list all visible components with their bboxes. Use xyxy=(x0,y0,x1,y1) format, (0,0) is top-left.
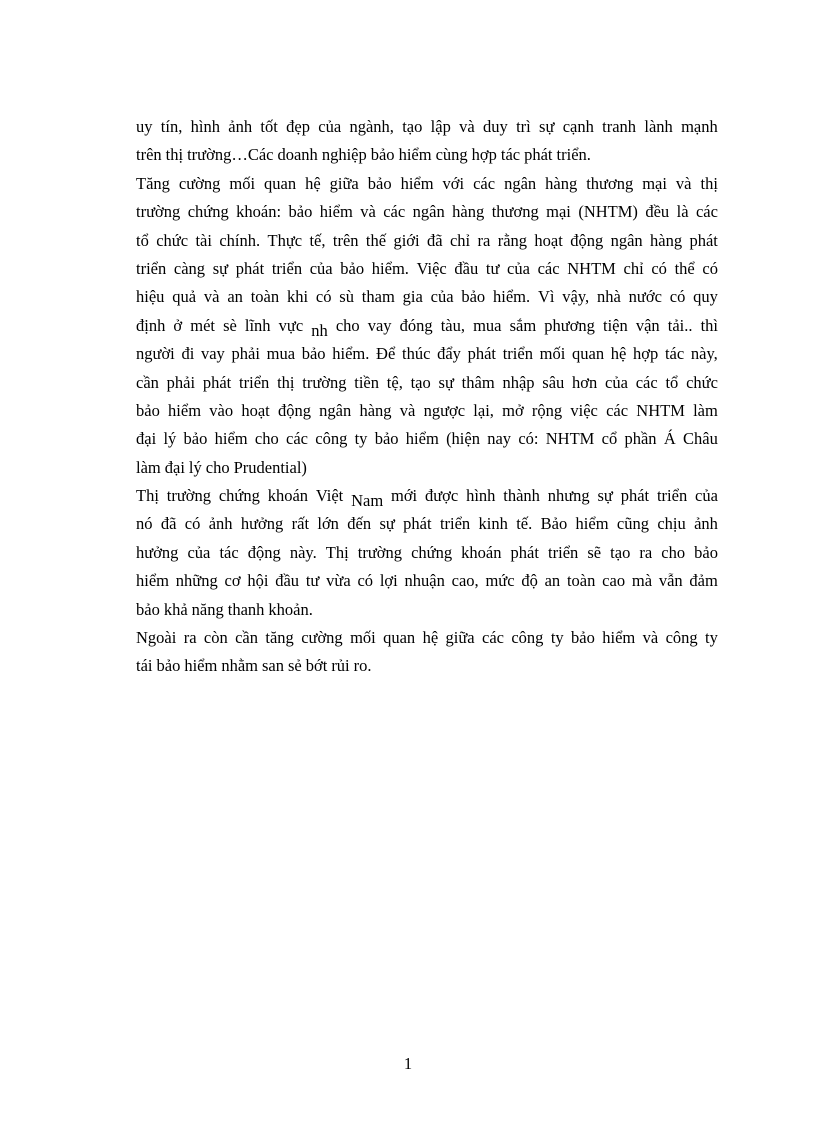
page-number: 1 xyxy=(403,1054,413,1073)
text-line: trên thị trường…Các doanh nghiệp bảo hiểm cùng hợp tác phát triển. xyxy=(136,145,591,165)
text-line: Thị trường chứng khoán Việt Nam mới được hình thành nhưng sự phát triển của xyxy=(136,486,718,511)
text-line: Ngoài ra còn cần tăng cường mối quan hệ giữa các công ty bảo hiểm và công ty xyxy=(136,628,718,648)
text-line: đại lý bảo hiểm cho các công ty bảo hiểm (hiện nay có: NHTM cổ phần Á Châu xyxy=(136,429,718,449)
text-line: uy tín, hình ảnh tốt đẹp của ngành, tạo lập và duy trì sự cạnh tranh lành mạnh xyxy=(136,117,718,136)
text-line: hưởng của tác động này. Thị trường chứng khoán phát triển sẽ tạo ra cho bảo xyxy=(136,542,718,562)
body-text xyxy=(136,113,718,681)
text-line: hiểm những cơ hội đầu tư vừa có lợi nhuận cao, mức độ an toàn cao mà vẫn đảm xyxy=(136,571,718,591)
text-line: Tăng cường mối quan hệ giữa bảo hiểm với các ngân hàng thương mại và thị xyxy=(136,173,718,193)
text-line: trường chứng khoán: bảo hiểm và các ngân hàng thương mại (NHTM) đều là các xyxy=(136,202,718,222)
text-line: nó đã có ảnh hưởng rất lớn đến sự phát triển kinh tế. Bảo hiểm cũng chịu ảnh xyxy=(136,514,718,534)
text-line: triển càng sự phát triển của bảo hiểm. Việc đầu tư của các NHTM chỉ có thể có xyxy=(136,258,718,278)
text-line: bảo khả năng thanh khoản. xyxy=(136,599,313,619)
text-line: bảo hiểm vào hoạt động ngân hàng và ngược lại, mở rộng việc các NHTM làm xyxy=(136,400,718,420)
text-line: cần phải phát triển thị trường tiền tệ, tạo sự thâm nhập sâu hơn của các tổ chức xyxy=(136,372,718,392)
text-line: hiệu quả và an toàn khi có sù tham gia của bảo hiểm. Vì vậy, nhà nước có quy xyxy=(136,287,718,307)
text-line: tái bảo hiểm nhằm san sẻ bớt rủi ro. xyxy=(136,656,372,676)
text-line: người đi vay phải mua bảo hiểm. Để thúc đẩy phát triển mối quan hệ hợp tác này, xyxy=(136,344,718,364)
text-line: tổ chức tài chính. Thực tế, trên thế giới đã chỉ ra rằng hoạt động ngân hàng phát xyxy=(136,230,718,250)
text-line: định ở mét sè lĩnh vực nh cho vay đóng tàu, mua sắm phương tiện vận tải.. thì xyxy=(136,315,718,340)
text-line: làm đại lý cho Prudential) xyxy=(136,457,307,477)
